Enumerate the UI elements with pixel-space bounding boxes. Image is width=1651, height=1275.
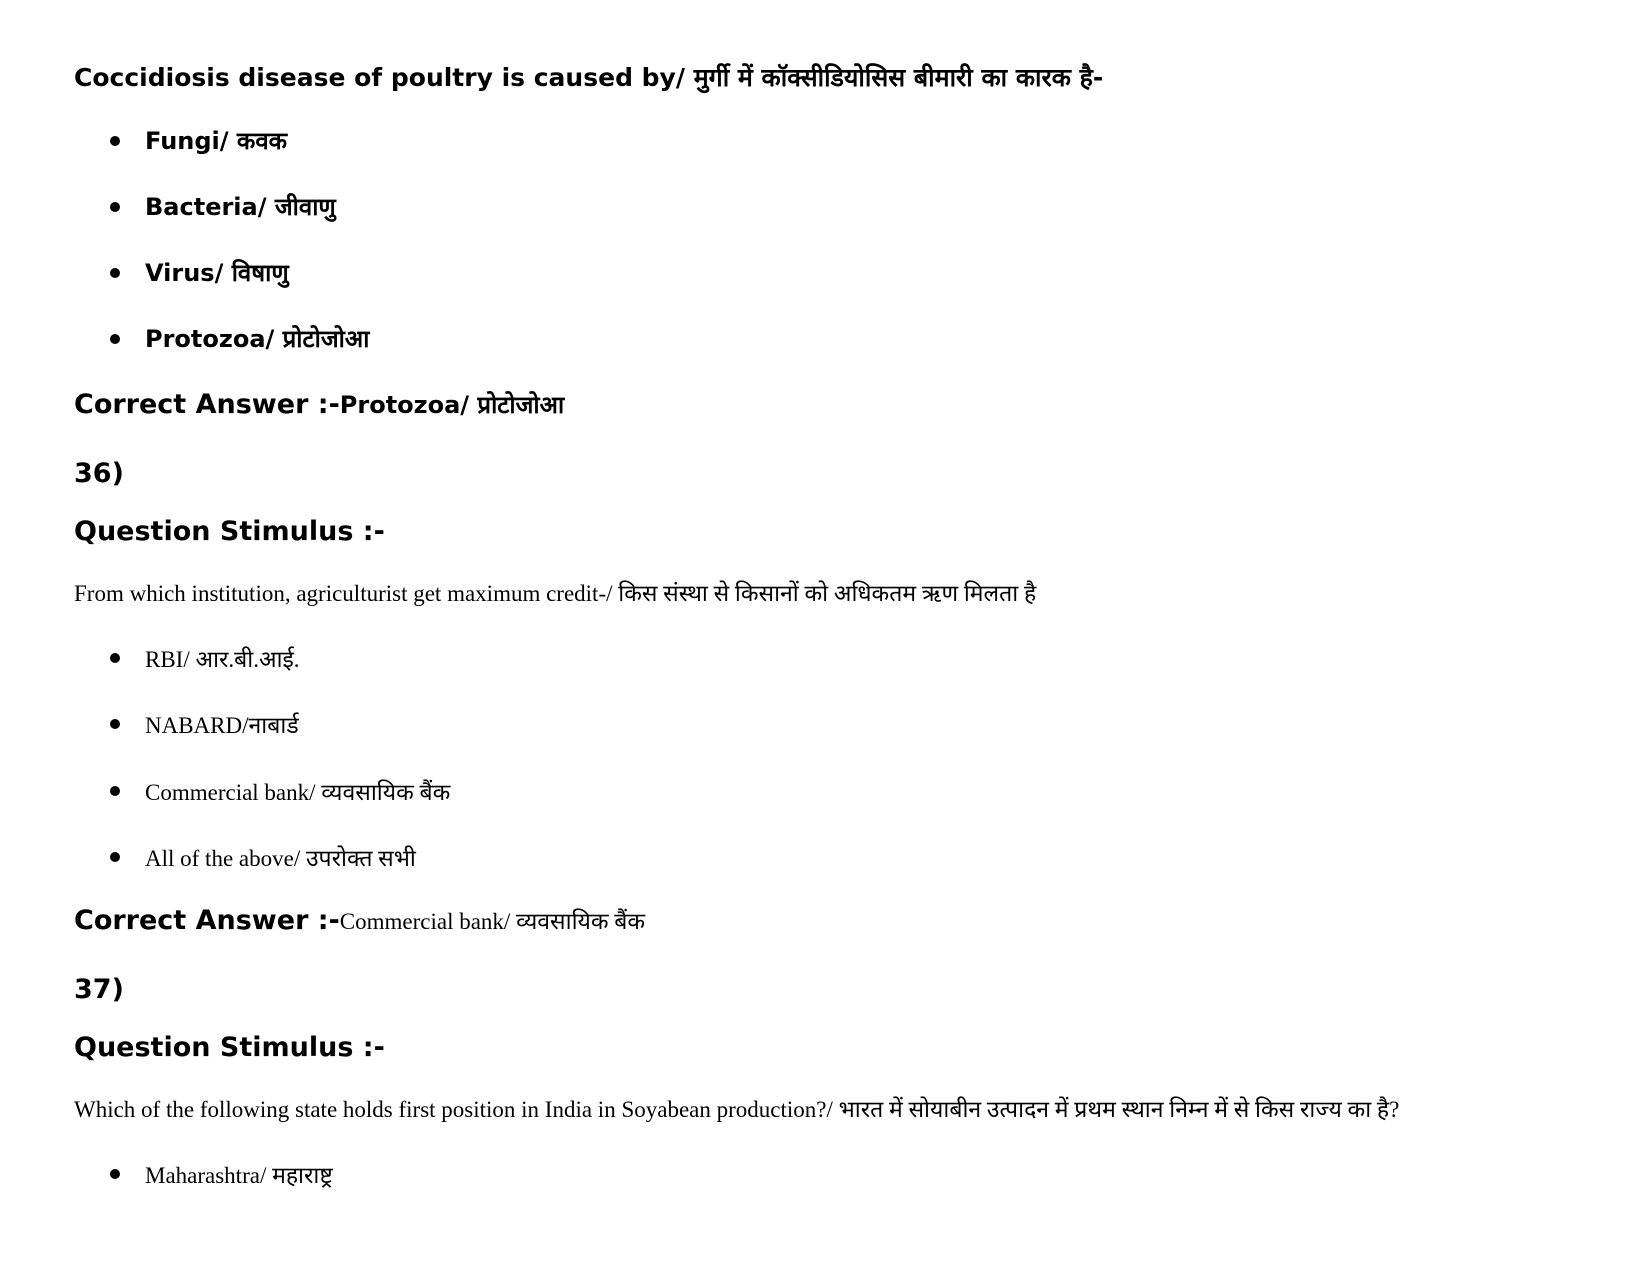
option-label: Commercial bank/ व्यवसायिक बैंक xyxy=(145,780,451,805)
option-label: Fungi/ कवक xyxy=(145,127,288,155)
answer-value: Protozoa/ प्रोटोजोआ xyxy=(339,391,565,419)
question-37-number: 37) xyxy=(74,974,124,1005)
answer-label: Correct Answer :- xyxy=(74,389,340,420)
bullet-icon xyxy=(110,268,120,278)
question-36-option-4 xyxy=(74,841,416,873)
question-35-option-2 xyxy=(74,190,336,223)
option-label: Virus/ विषाणु xyxy=(145,259,289,287)
question-36-option-3 xyxy=(74,775,450,807)
bullet-icon xyxy=(110,136,120,146)
question-37-stimulus-heading: Question Stimulus :- xyxy=(74,1032,385,1063)
option-label: RBI/ आर.बी.आई. xyxy=(145,647,300,672)
question-36-option-2 xyxy=(74,708,299,740)
question-37-option-1 xyxy=(74,1158,333,1190)
question-36-text: From which institution, agriculturist get maximum credit-/ किस संस्था से किसानों को अधिकतम ऋण मिलता है xyxy=(74,581,1037,606)
bullet-icon xyxy=(110,334,120,344)
option-label: NABARD/नाबार्ड xyxy=(145,713,299,738)
bullet-icon xyxy=(110,653,120,663)
option-label: Bacteria/ जीवाणु xyxy=(145,193,336,221)
answer-label: Correct Answer :- xyxy=(74,905,340,936)
option-label: Protozoa/ प्रोटोजोआ xyxy=(145,325,370,353)
answer-value: Commercial bank/ व्यवसायिक बैंक xyxy=(339,909,646,934)
bullet-icon xyxy=(110,1169,120,1179)
question-36-option-1 xyxy=(74,642,300,674)
bullet-icon xyxy=(110,786,120,796)
option-label: Maharashtra/ महाराष्ट्र xyxy=(145,1163,333,1188)
option-label: All of the above/ उपरोक्त सभी xyxy=(145,846,416,871)
question-36-number: 36) xyxy=(74,458,124,489)
question-35-option-4 xyxy=(74,322,369,355)
bullet-icon xyxy=(110,719,120,729)
question-37-text: Which of the following state holds first position in India in Soyabean production?/ भारत में सोयाबीन उत्पादन में प्रथम स्थान निम्न में से किस राज्य का है? xyxy=(74,1097,1400,1122)
question-35-correct-answer xyxy=(74,388,564,421)
question-36-correct-answer xyxy=(74,904,645,936)
question-35-option-1 xyxy=(74,124,287,157)
question-36-stimulus-heading: Question Stimulus :- xyxy=(74,516,385,547)
question-35-text: Coccidiosis disease of poultry is caused by/ मुर्गी में कॉक्सीडियोसिस बीमारी का कारक है- xyxy=(74,63,1104,92)
question-35-option-3 xyxy=(74,256,289,289)
bullet-icon xyxy=(110,202,120,212)
bullet-icon xyxy=(110,852,120,862)
